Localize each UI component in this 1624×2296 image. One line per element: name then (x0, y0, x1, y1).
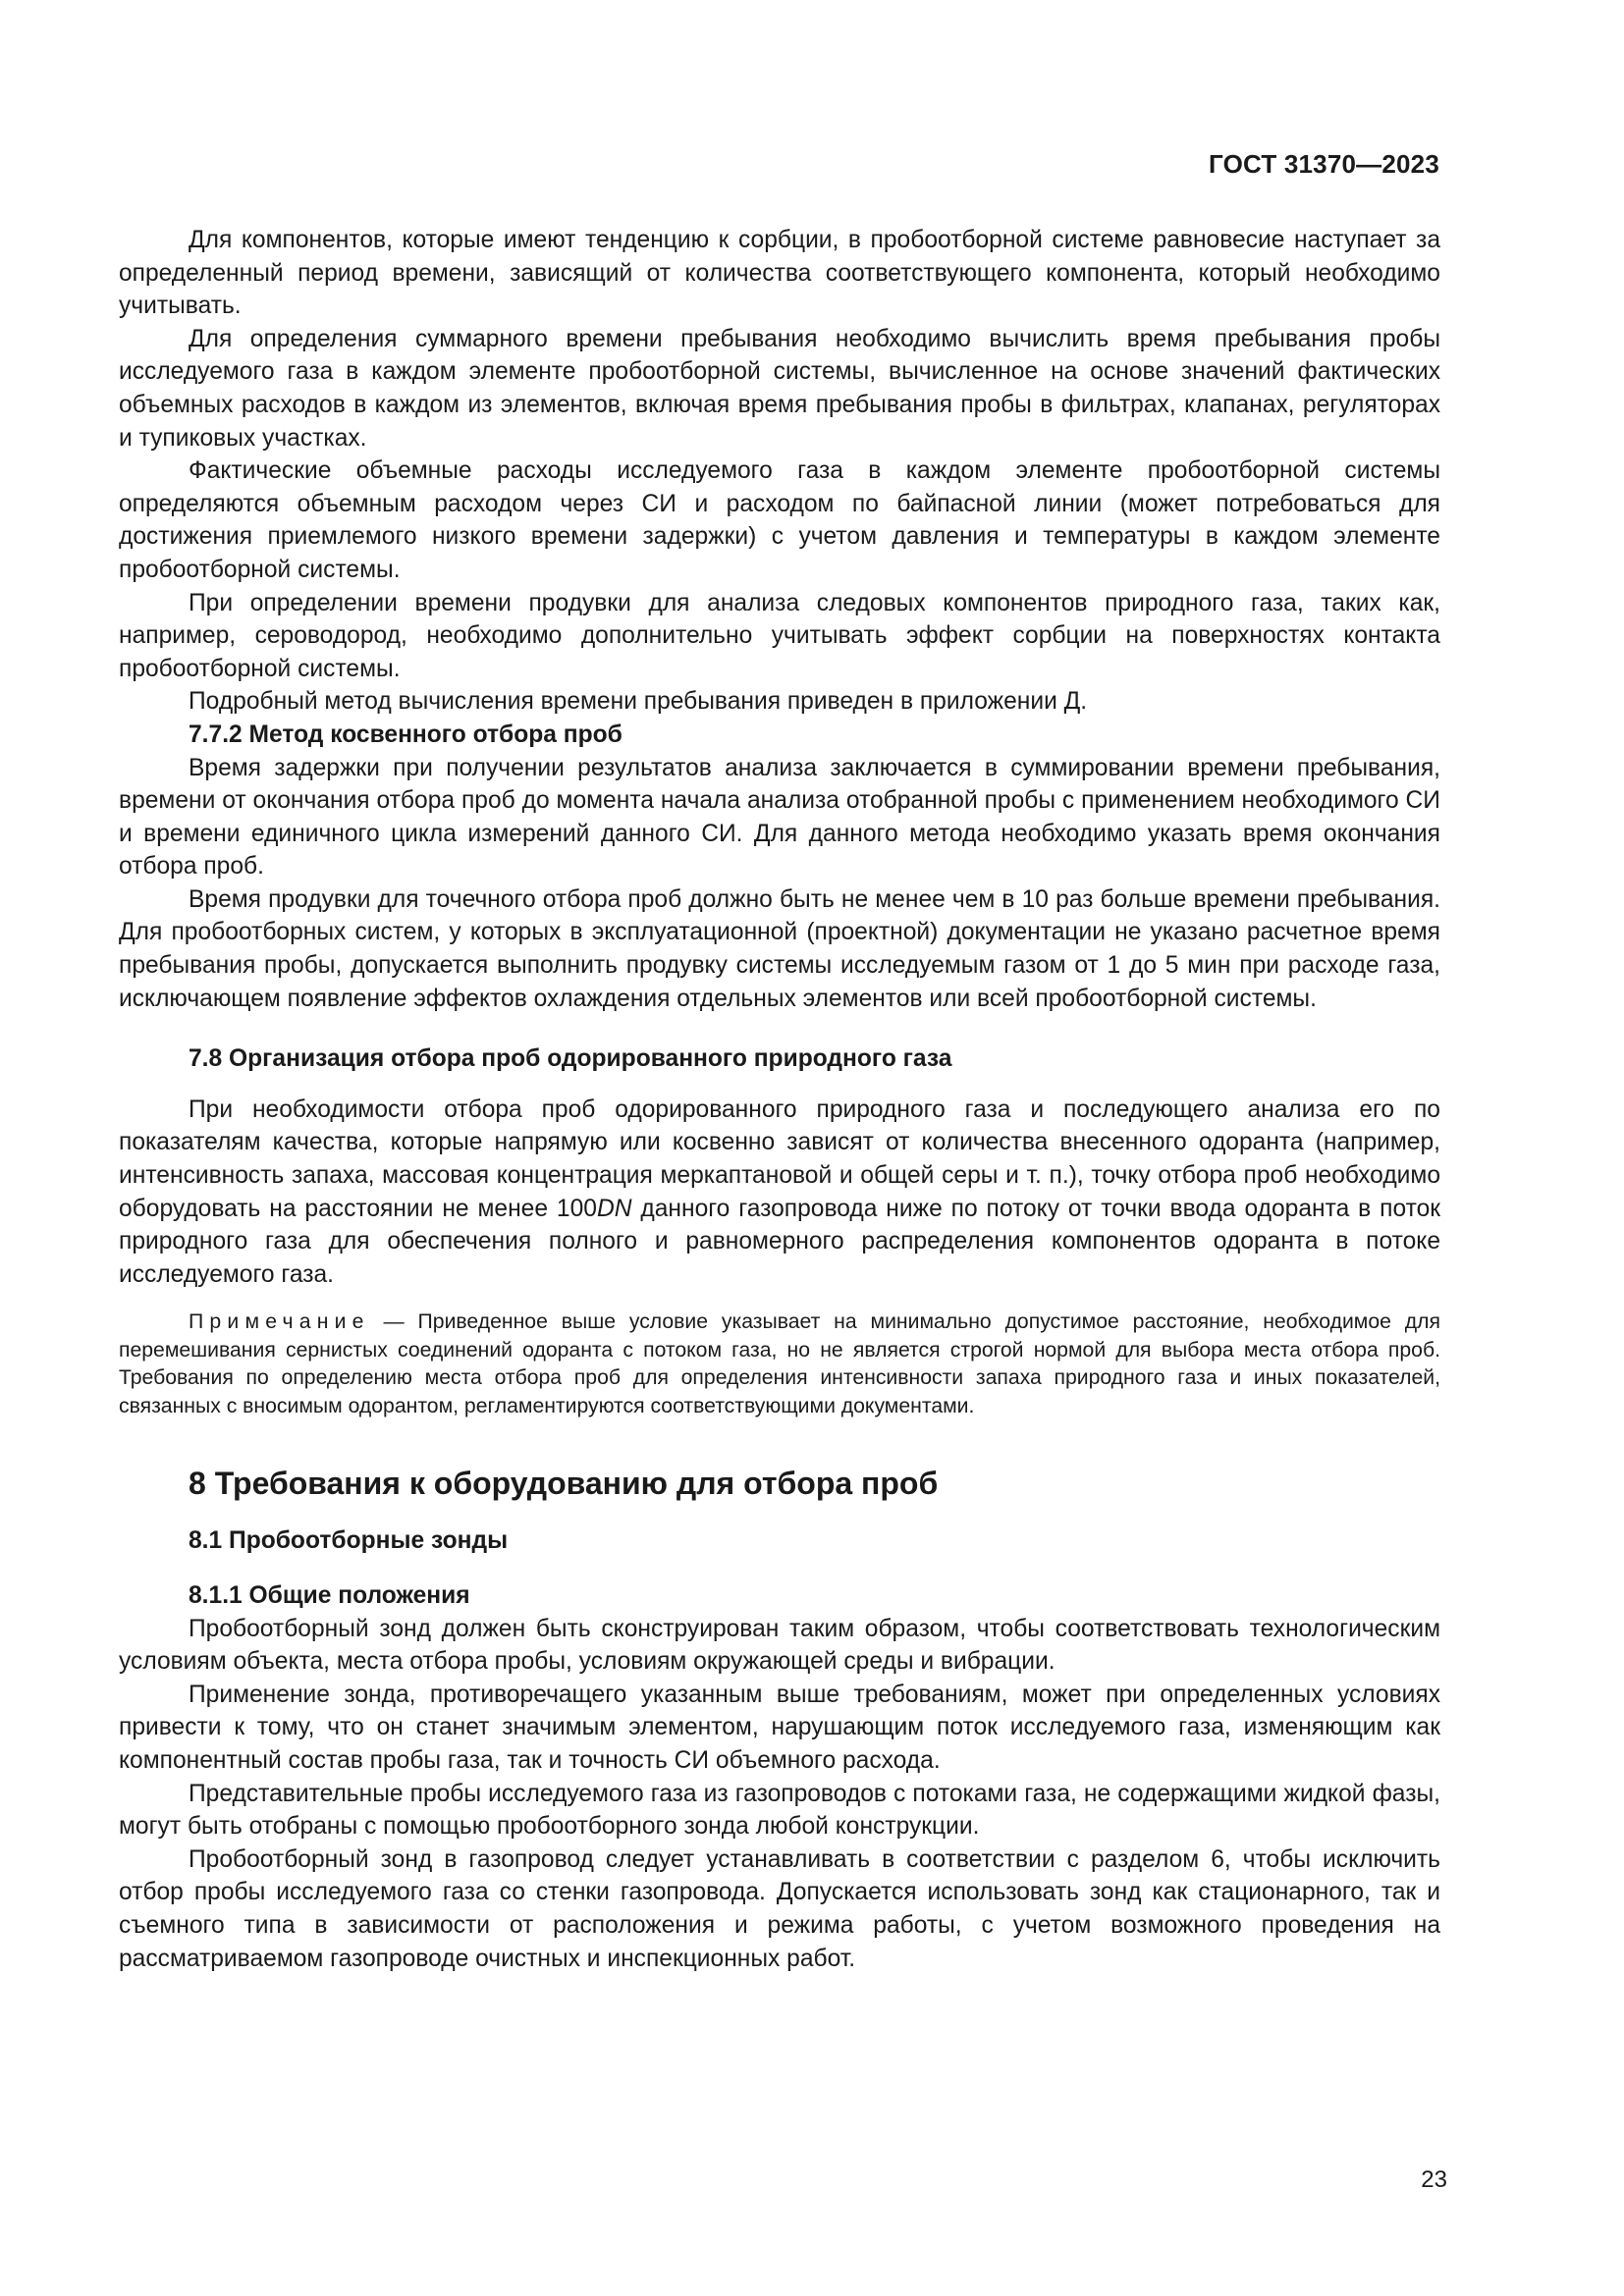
paragraph: Пробоотборный зонд в газопровод следует устанавливать в соответствии с разделом 6, чтобы исключить отбор пробы исследуемого газа со стенки газопровода. Допускается использовать зонд как стационарного, так и съемного типа в зависимости от расположения и режима работы, с учетом возможного проведения на рассматриваемом газопроводе очистных и инспекционных работ. (119, 1845, 1440, 1972)
paragraph: Представительные пробы исследуемого газа из газопроводов с потоками газа, не содержащими жидкой фазы, могут быть отобраны с помощью пробоотборного зонда любой конструкции. (119, 1780, 1440, 1841)
section-heading-8-1-1: 8.1.1 Общие положения (189, 1582, 470, 1609)
paragraph: Фактические объемные расходы исследуемого газа в каждом элементе пробоотборной системы определяются объемным расходом через СИ и расходом по байпасной линии (может потребоваться для достижения приемлемого низкого времени задержки) с учетом давления и температуры в каждом элементе пробоотборной системы. (119, 457, 1440, 583)
section-heading-7-8: 7.8 Организация отбора проб одорированного природного газа (189, 1045, 952, 1073)
paragraph: Время продувки для точечного отбора проб должно быть не менее чем в 10 раз больше времени пребывания. Для пробоотборных систем, у которых в эксплуатационной (проектной) документации не указано расчетное время пребывания пробы, допускается выполнить продувку системы исследуемым газом от 1 до 5 мин при расходе газа, исключающем появление эффектов охлаждения отдельных элементов или всей пробоотборной системы. (119, 885, 1440, 1012)
document-code-header: ГОСТ 31370—2023 (1209, 149, 1439, 179)
note-text: — Приведенное выше условие указывает на минимально допустимое расстояние, необходимое для перемешивания сернистых соединений одоранта с потоком газа, но не является строгой нормой для выбора места отбора проб. Требования по определению места отбора проб для определения интенсивности запаха природного газа и иных показателей, связанных с вносимым одорантом, регламентируются соответствующими документами. (119, 1310, 1440, 1417)
paragraph: Для компонентов, которые имеют тенденцию к сорбции, в пробоотборной системе равновесие наступает за определенный период времени, зависящий от количества соответствующего компонента, который необходимо учитывать. (119, 227, 1440, 320)
paragraph: Для определения суммарного времени пребывания необходимо вычислить время пребывания пробы исследуемого газа в каждом элементе пробоотборной системы, вычисленное на основе значений фактических объемных расходов в каждом из элементов, включая время пребывания пробы в фильтрах, клапанах, регуляторах и тупиковых участках. (119, 325, 1440, 452)
section-heading-8: 8 Требования к оборудованию для отбора проб (189, 1466, 939, 1502)
note (119, 1308, 1440, 1420)
section-heading-8-1: 8.1 Пробоотборные зонды (189, 1527, 509, 1555)
italic-term: DN (596, 1195, 632, 1222)
note-label: Примечание (189, 1310, 370, 1334)
page-content (119, 224, 1440, 1975)
paragraph-odorant (119, 1094, 1440, 1292)
paragraph: Подробный метод вычисления времени пребывания приведен в приложении Д. (189, 688, 1088, 716)
section-heading-7-7-2: 7.7.2 Метод косвенного отбора проб (189, 721, 623, 748)
paragraph: Применение зонда, противоречащего указанным выше требованиям, может при определенных условиях привести к тому, что он станет значимым элементом, нарушающим поток исследуемого газа, изменяющим как компонентный состав пробы газа, так и точность СИ объемного расхода. (119, 1681, 1440, 1774)
paragraph-text: При необходимости отбора проб одорированного природного газа и последующего анализа его по показателям качества, которые напрямую или косвенно зависят от количества внесенного одоранта (например, интенсивность запаха, массовая концентрация меркаптановой и общей серы и т. п.), точку отбора проб необходимо оборудовать на расстоянии не менее 100 (119, 1095, 1440, 1222)
page-number: 23 (1421, 2166, 1447, 2193)
paragraph: Пробоотборный зонд должен быть сконструирован таким образом, чтобы соответствовать технологическим условиям объекта, места отбора пробы, условиям окружающей среды и вибрации. (119, 1615, 1440, 1676)
paragraph-text: данного газопровода ниже по потоку от точки ввода одоранта в поток природного газа для обеспечения полного и равномерного распределения компонентов одоранта в потоке исследуемого газа. (119, 1195, 1441, 1288)
paragraph: Время задержки при получении результатов анализа заключается в суммировании времени пребывания, времени от окончания отбора проб до момента начала анализа отобранной пробы с применением необходимого СИ и времени единичного цикла измерений данного СИ. Для данного метода необходимо указать время окончания отбора проб. (119, 754, 1440, 881)
paragraph: При определении времени продувки для анализа следовых компонентов природного газа, таких как, например, сероводород, необходимо дополнительно учитывать эффект сорбции на поверхностях контакта пробоотборной системы. (119, 589, 1440, 682)
